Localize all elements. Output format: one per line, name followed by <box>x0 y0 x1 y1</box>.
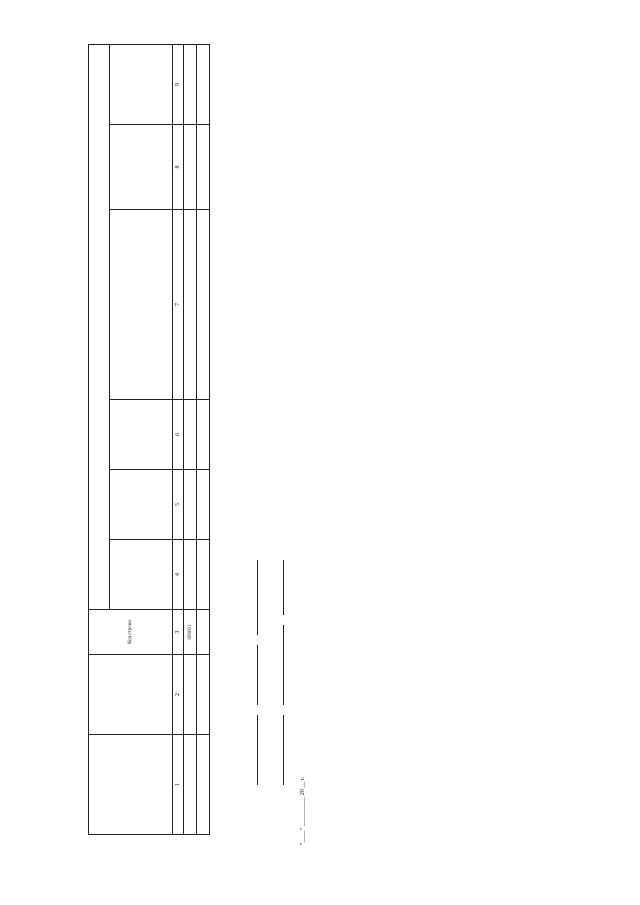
data-row-2 <box>197 45 210 835</box>
header-object <box>89 735 173 835</box>
cell-r1-c6 <box>184 400 197 470</box>
col-num-3: 3 <box>173 610 184 655</box>
cell-r2-c7 <box>197 210 210 400</box>
header-row-1 <box>89 45 110 835</box>
cell-r2-c3 <box>197 610 210 655</box>
header-group <box>89 45 110 610</box>
cell-r1-row-code: 000001 <box>184 610 197 655</box>
data-row-1 <box>184 45 197 835</box>
cell-r1-c2 <box>184 655 197 735</box>
cell-r1-c9 <box>184 45 197 125</box>
regulations-table <box>88 44 210 835</box>
cell-r2-c4 <box>197 540 210 610</box>
cell-r2-c2 <box>197 655 210 735</box>
header-row-code: Код строки <box>89 610 173 655</box>
head-decoded-line <box>248 560 258 635</box>
header-subitem <box>89 655 173 735</box>
col-num-1: 1 <box>173 735 184 835</box>
cell-r2-c8 <box>197 125 210 210</box>
header-col-5 <box>110 470 173 540</box>
header-col-4 <box>110 540 173 610</box>
cell-r1-c8 <box>184 125 197 210</box>
cell-r1-c7 <box>184 210 197 400</box>
col-num-8: 8 <box>173 125 184 210</box>
phone-line <box>274 560 284 615</box>
col-num-5: 5 <box>173 470 184 540</box>
executor-name-line <box>274 625 284 705</box>
header-col-9 <box>110 45 173 125</box>
cell-r1-c4 <box>184 540 197 610</box>
cell-r1-c5 <box>184 470 197 540</box>
col-num-4: 4 <box>173 540 184 610</box>
executor-position-line <box>274 715 284 785</box>
col-num-7: 7 <box>173 210 184 400</box>
header-col-6 <box>110 400 173 470</box>
cell-r2-c6 <box>197 400 210 470</box>
col-num-2: 2 <box>173 655 184 735</box>
column-number-row <box>173 45 184 835</box>
cell-r2-c1 <box>197 735 210 835</box>
col-num-6: 6 <box>173 400 184 470</box>
date-line: "____" __________ 20 __ г. <box>300 776 306 845</box>
head-signature-line <box>248 645 258 705</box>
cell-r2-c9 <box>197 45 210 125</box>
head-position-line <box>248 715 258 785</box>
col-num-9: 9 <box>173 45 184 125</box>
header-col-7 <box>110 210 173 400</box>
cell-r1-c1 <box>184 735 197 835</box>
header-col-8 <box>110 125 173 210</box>
cell-r2-c5 <box>197 470 210 540</box>
